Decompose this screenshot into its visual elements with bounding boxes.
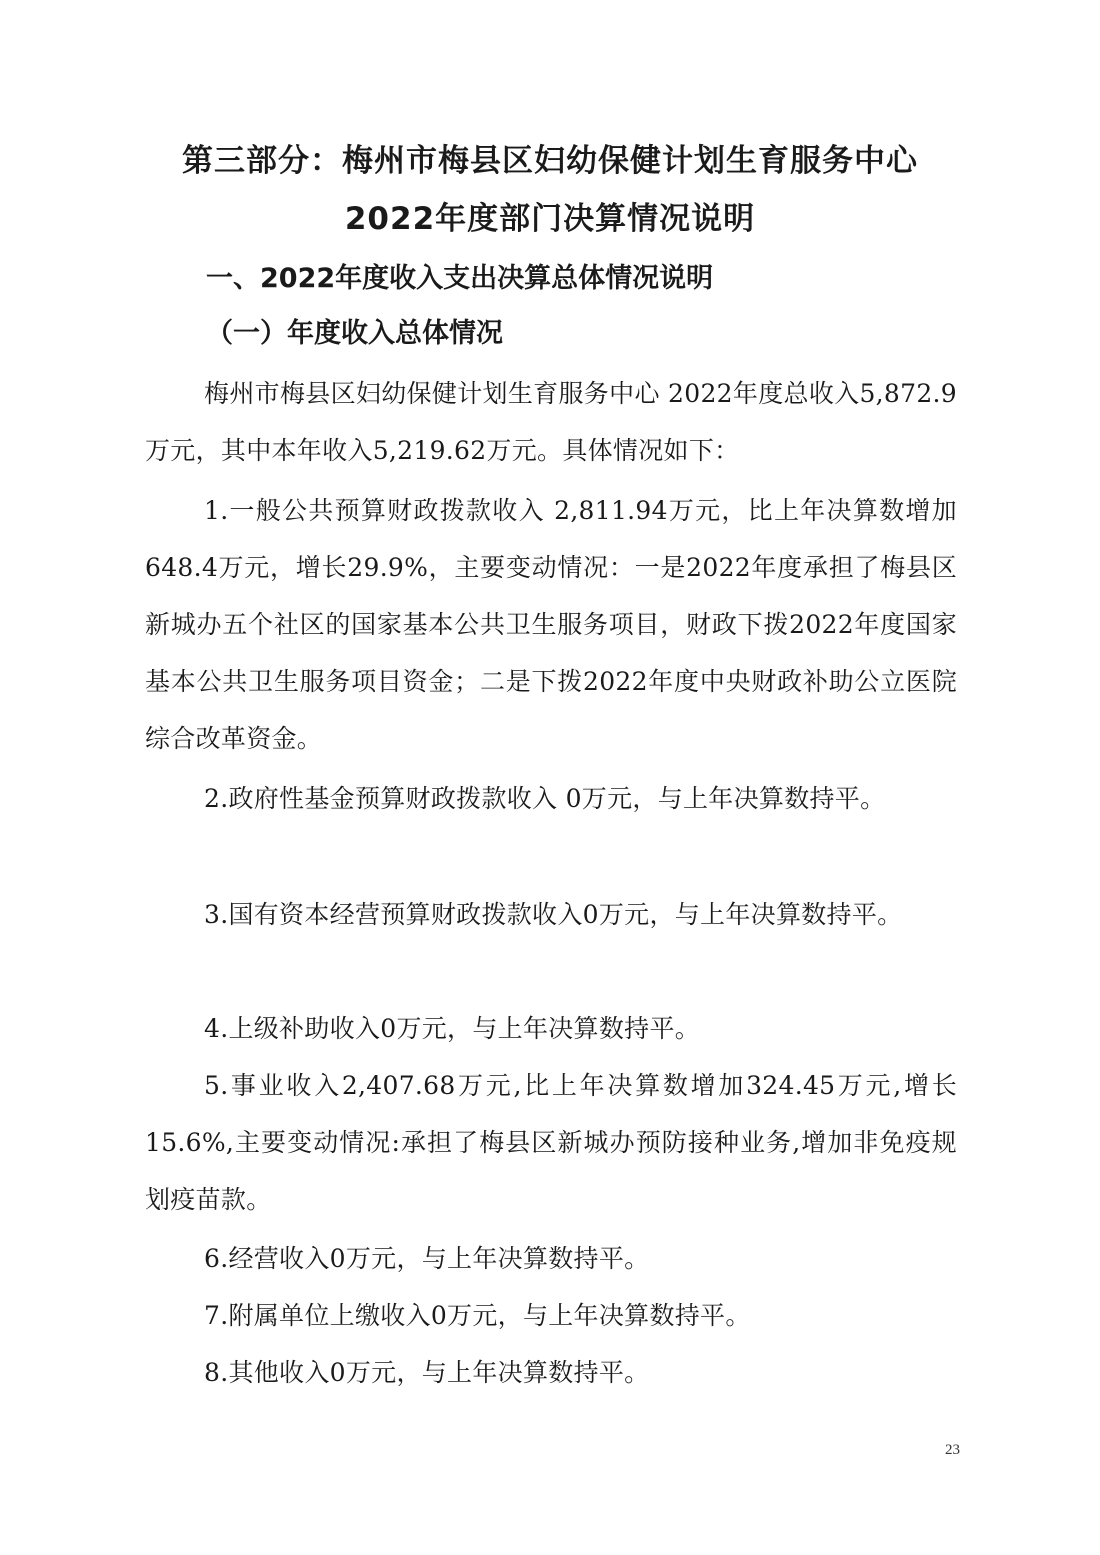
- document-title-line-2: 2022年度部门决算情况说明: [344, 201, 756, 237]
- document-title-line-1: 第三部分：梅州市梅县区妇幼保健计划生育服务中心: [182, 143, 918, 179]
- section-heading: 一、2022年度收入支出决算总体情况说明: [206, 263, 714, 294]
- subsection-heading: （一）年度收入总体情况: [206, 318, 503, 349]
- paragraph-item-8: 8.其他收入0万元，与上年决算数持平。: [204, 1358, 650, 1387]
- page-number: 23: [945, 1442, 960, 1458]
- paragraph-item-4: 4.上级补助收入0万元，与上年决算数持平。: [204, 1014, 701, 1043]
- paragraph-total-income: 梅州市梅县区妇幼保健计划生育服务中心 2022年度总收入5,872.9万元，其中本年收入5,219.62万元。具体情况如下：: [145, 379, 957, 465]
- paragraph-item-3: 3.国有资本经营预算财政拨款收入0万元，与上年决算数持平。: [204, 900, 903, 929]
- paragraph-item-2: 2.政府性基金预算财政拨款收入 0万元，与上年决算数持平。: [204, 784, 886, 813]
- paragraph-item-5: 5.事业收入2,407.68万元,比上年决算数增加324.45万元,增长15.6%,主要变动情况:承担了梅县区新城办预防接种业务,增加非免疫规划疫苗款。: [145, 1071, 957, 1214]
- paragraph-item-7: 7.附属单位上缴收入0万元，与上年决算数持平。: [204, 1301, 751, 1330]
- paragraph-item-1: 1.一般公共预算财政拨款收入 2,811.94万元，比上年决算数增加648.4万元，增长29.9%，主要变动情况：一是2022年度承担了梅县区新城办五个社区的国家基本公共卫生服务项目，财政下拨2022年度国家基本公共卫生服务项目资金；二是下拨2022年度中央财政补助公立医院综合改革资金。: [145, 496, 957, 753]
- paragraph-item-6: 6.经营收入0万元，与上年决算数持平。: [204, 1244, 650, 1273]
